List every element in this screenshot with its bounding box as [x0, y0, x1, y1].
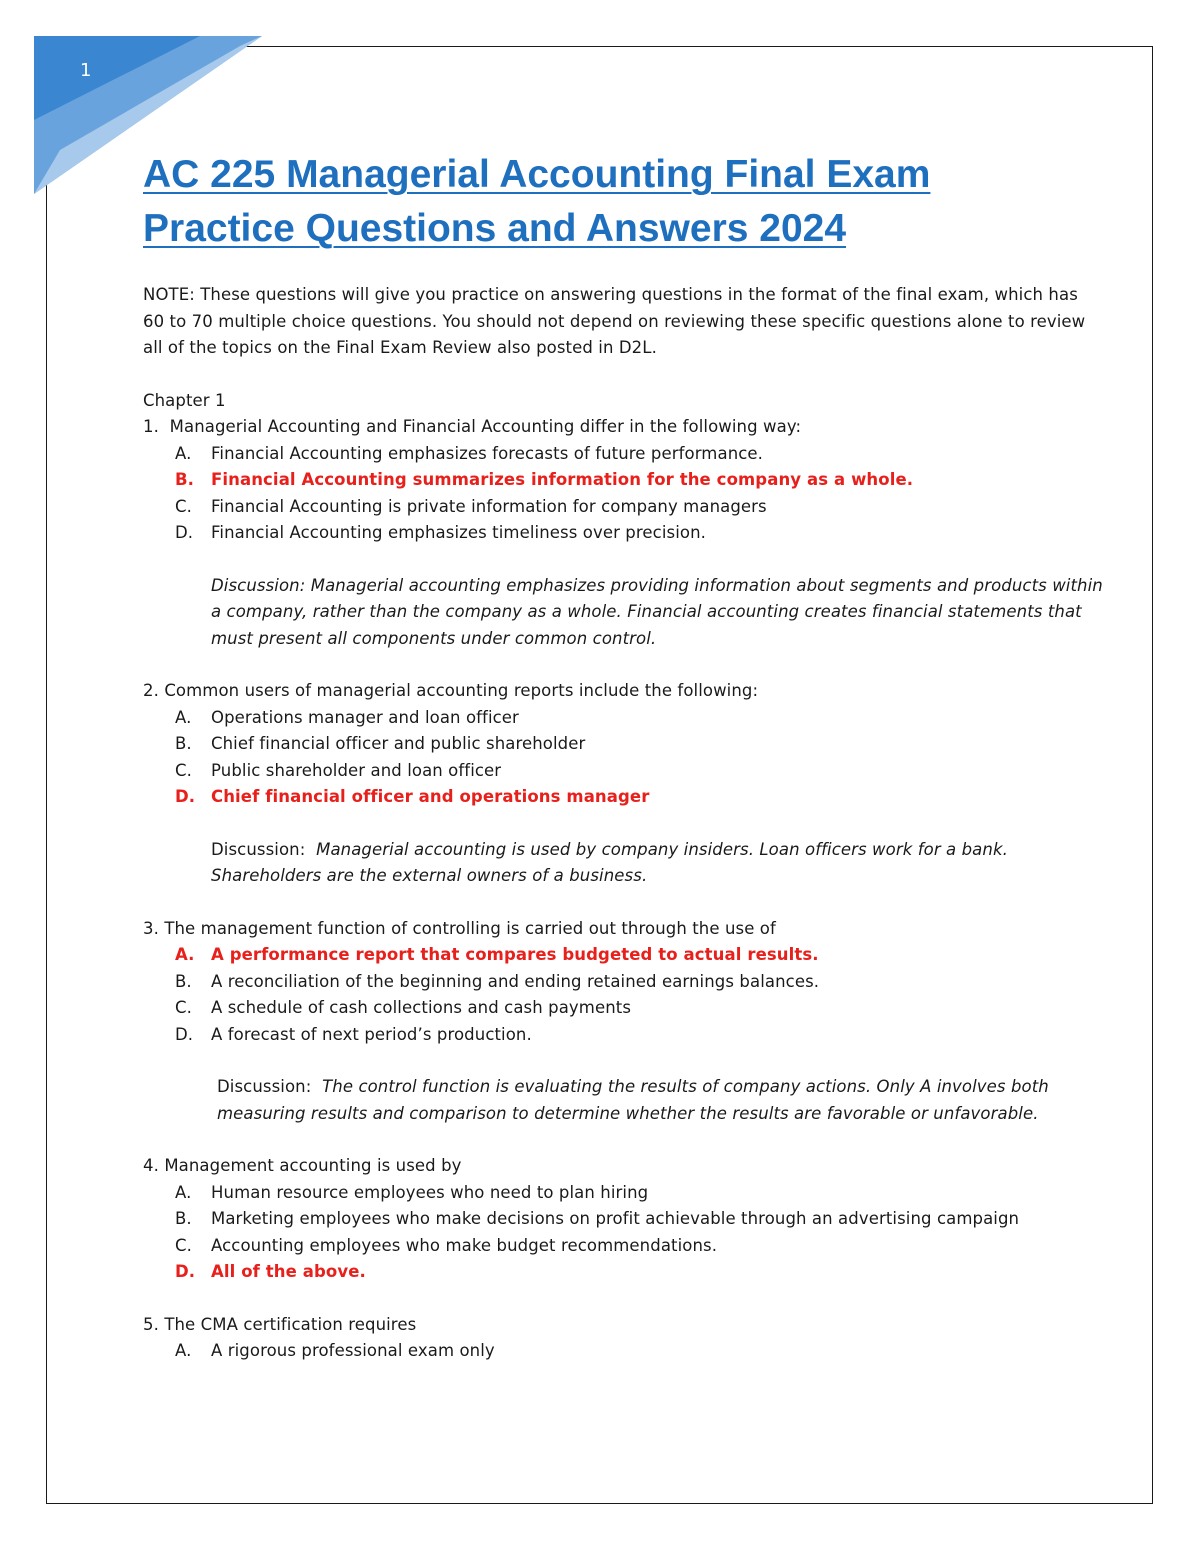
title-line-1: AC 225 Managerial Accounting Final Exam — [143, 153, 931, 196]
option-letter: D. — [175, 523, 194, 542]
option-letter: D. — [175, 787, 196, 806]
option-letter: B. — [175, 470, 195, 489]
option-text: Marketing employees who make decisions on profit achievable through an advertising campaign — [211, 1209, 1020, 1228]
option-a — [175, 705, 1103, 732]
option-text: Public shareholder and loan officer — [211, 760, 502, 780]
option-text: Financial Accounting is private information for company managers — [211, 496, 767, 516]
option-text: Chief financial officer and public shareholder — [211, 734, 586, 753]
option-letter: A. — [175, 945, 195, 964]
option-c — [175, 1233, 1103, 1260]
discussion-text: Managerial accounting is used by company insiders. Loan officers work for a bank. Shareholders are the external owners of a business. — [211, 839, 1008, 885]
title-line-2: Practice Questions and Answers 2024 — [143, 207, 847, 250]
option-list — [143, 441, 1103, 547]
question-number: 5. — [143, 1314, 159, 1334]
option-letter: A. — [175, 707, 192, 727]
chapter-heading: Chapter 1 — [143, 390, 226, 410]
question-5 — [143, 1312, 1103, 1365]
option-letter: B. — [175, 1209, 192, 1228]
discussion — [217, 1074, 1103, 1127]
option-text: A rigorous professional exam only — [211, 1341, 495, 1360]
discussion-text: The control function is evaluating the results of company actions. Only A involves both measuring results and comparison to determine whether the results are favorable or unfavorable. — [217, 1077, 1049, 1123]
option-c — [175, 758, 1103, 785]
question-3 — [143, 916, 1103, 1128]
option-list — [143, 1180, 1103, 1286]
question-4 — [143, 1153, 1103, 1286]
question-text: The management function of controlling is carried out through the use of — [164, 918, 776, 938]
option-letter: D. — [175, 1262, 196, 1281]
option-d-correct-answer — [175, 1259, 1103, 1286]
option-letter: C. — [175, 496, 192, 516]
question-text: The CMA certification requires — [164, 1314, 417, 1334]
question-number: 4. — [143, 1156, 159, 1175]
option-text: A forecast of next period’s production. — [211, 1024, 532, 1044]
question-stem — [143, 414, 1103, 441]
option-b-correct-answer — [175, 467, 1103, 494]
option-text: Financial Accounting emphasizes forecasts of future performance. — [211, 443, 764, 463]
option-text: Chief financial officer and operations manager — [211, 787, 650, 806]
option-letter: C. — [175, 998, 192, 1017]
option-a-correct-answer — [175, 942, 1103, 969]
option-b — [175, 1206, 1103, 1233]
option-letter: B. — [175, 971, 192, 991]
option-letter: C. — [175, 760, 192, 780]
question-stem — [143, 1312, 1103, 1339]
option-letter: A. — [175, 1341, 192, 1360]
note-paragraph: NOTE: These questions will give you practice on answering questions in the format of the final exam, which has 60 to 70 multiple choice questions. You should not depend on reviewing these specific questions alone to review all of the topics on the Final Exam Review also posted in D2L. — [143, 285, 1086, 357]
question-text: Managerial Accounting and Financial Accounting differ in the following way: — [169, 417, 802, 436]
question-number: 3. — [143, 918, 159, 938]
option-a — [175, 1338, 1103, 1365]
question-2 — [143, 678, 1103, 890]
option-list — [143, 1338, 1103, 1365]
option-letter: A. — [175, 443, 192, 463]
question-number: 1. — [143, 417, 159, 436]
option-a — [175, 1180, 1103, 1207]
discussion — [211, 837, 1103, 890]
document-title — [143, 148, 1103, 256]
option-text: Financial Accounting emphasizes timeliness over precision. — [211, 523, 706, 542]
question-stem — [143, 678, 1103, 705]
option-text: A performance report that compares budgeted to actual results. — [211, 945, 819, 964]
option-text: Financial Accounting summarizes information for the company as a whole. — [211, 470, 914, 489]
option-d — [175, 1022, 1103, 1049]
question-stem — [143, 1153, 1103, 1180]
option-text: A reconciliation of the beginning and ending retained earnings balances. — [211, 971, 820, 991]
option-d-correct-answer — [175, 784, 1103, 811]
option-text: All of the above. — [211, 1262, 366, 1281]
option-c — [175, 494, 1103, 521]
question-stem — [143, 916, 1103, 943]
discussion-text: Discussion: Managerial accounting emphasizes providing information about segments and products within a company, rather than the company as a whole. Financial accounting creates financial statements that must present all components under common control. — [211, 575, 1103, 648]
page-number: 1 — [80, 60, 92, 81]
question-text: Common users of managerial accounting reports include the following: — [164, 681, 759, 700]
document-body — [143, 282, 1103, 1391]
option-text: A schedule of cash collections and cash payments — [211, 998, 632, 1017]
option-b — [175, 731, 1103, 758]
option-text: Human resource employees who need to plan hiring — [211, 1182, 649, 1202]
option-letter: D. — [175, 1024, 194, 1044]
option-c — [175, 995, 1103, 1022]
option-letter: C. — [175, 1235, 192, 1255]
discussion-label: Discussion: — [211, 839, 306, 859]
option-list — [143, 942, 1103, 1048]
option-d — [175, 520, 1103, 547]
option-text: Accounting employees who make budget recommendations. — [211, 1235, 718, 1255]
question-number: 2. — [143, 681, 159, 700]
option-text: Operations manager and loan officer — [211, 707, 519, 727]
discussion — [211, 573, 1103, 653]
option-b — [175, 969, 1103, 996]
option-list — [143, 705, 1103, 811]
option-letter: A. — [175, 1182, 192, 1202]
question-text: Management accounting is used by — [164, 1156, 462, 1175]
discussion-label: Discussion: — [217, 1077, 312, 1096]
option-letter: B. — [175, 734, 192, 753]
question-1 — [143, 414, 1103, 652]
option-a — [175, 441, 1103, 468]
